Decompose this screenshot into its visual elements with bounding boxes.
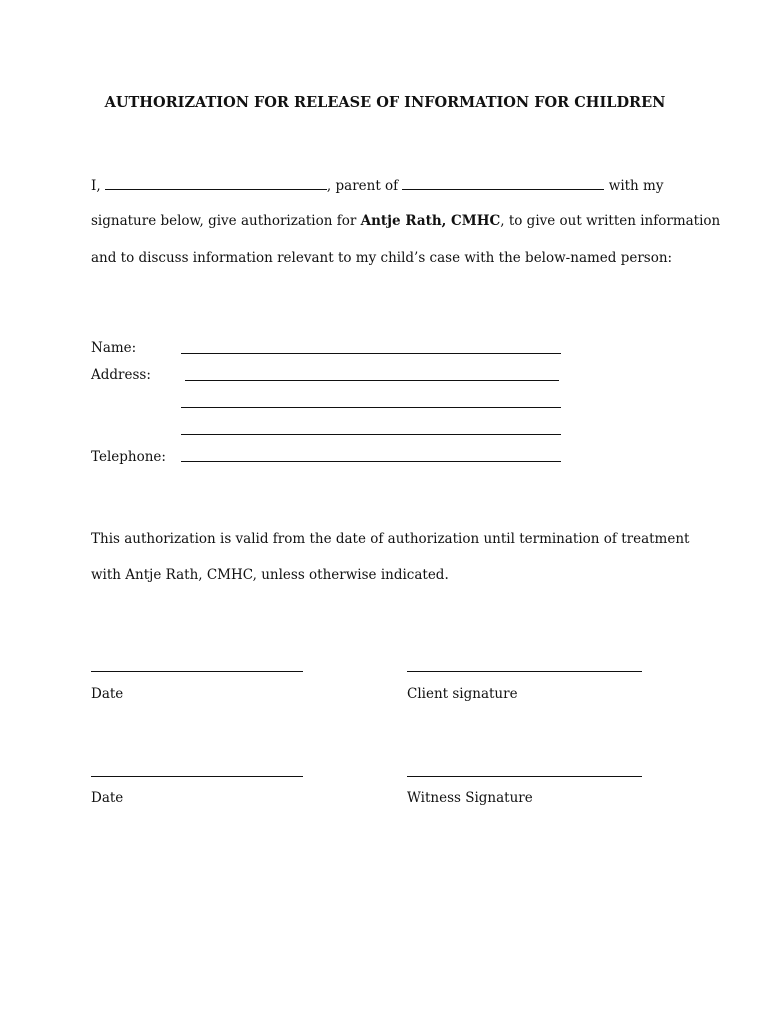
date-line-1[interactable]: [91, 671, 303, 672]
intro-line-2-after: , to give out written information: [500, 213, 721, 229]
intro-line-2: [91, 213, 720, 229]
validity-line-1: This authorization is valid from the date of authorization until termination of treatment: [91, 531, 690, 547]
telephone-label: Telephone:: [91, 449, 166, 465]
name-field[interactable]: [181, 353, 561, 354]
child-name-blank[interactable]: [402, 177, 604, 190]
intro-suffix: with my: [604, 178, 664, 194]
intro-mid: , parent of: [326, 178, 403, 194]
date-line-2[interactable]: [91, 776, 303, 777]
witness-signature-line[interactable]: [407, 776, 642, 777]
intro-line-2-before: signature below, give authorization for: [91, 213, 361, 229]
client-signature-line[interactable]: [407, 671, 642, 672]
address-label: Address:: [91, 367, 151, 383]
address-field-line-3[interactable]: [181, 434, 561, 435]
address-field-line-2[interactable]: [181, 407, 561, 408]
date-label-1: Date: [91, 686, 124, 702]
telephone-field[interactable]: [181, 461, 561, 462]
document-title: AUTHORIZATION FOR RELEASE OF INFORMATION FOR CHILDREN: [104, 94, 666, 111]
parent-name-blank[interactable]: [105, 177, 327, 190]
date-label-2: Date: [91, 790, 124, 806]
provider-name: Antje Rath, CMHC: [360, 213, 501, 229]
intro-line-1: [91, 177, 663, 194]
intro-line-3: and to discuss information relevant to my child’s case with the below-named person:: [91, 250, 673, 266]
validity-line-2: with Antje Rath, CMHC, unless otherwise indicated.: [91, 567, 449, 583]
name-label: Name:: [91, 340, 137, 356]
address-field-line-1[interactable]: [185, 380, 559, 381]
client-signature-label: Client signature: [407, 686, 518, 702]
intro-prefix: I,: [91, 178, 105, 194]
witness-signature-label: Witness Signature: [407, 790, 533, 806]
